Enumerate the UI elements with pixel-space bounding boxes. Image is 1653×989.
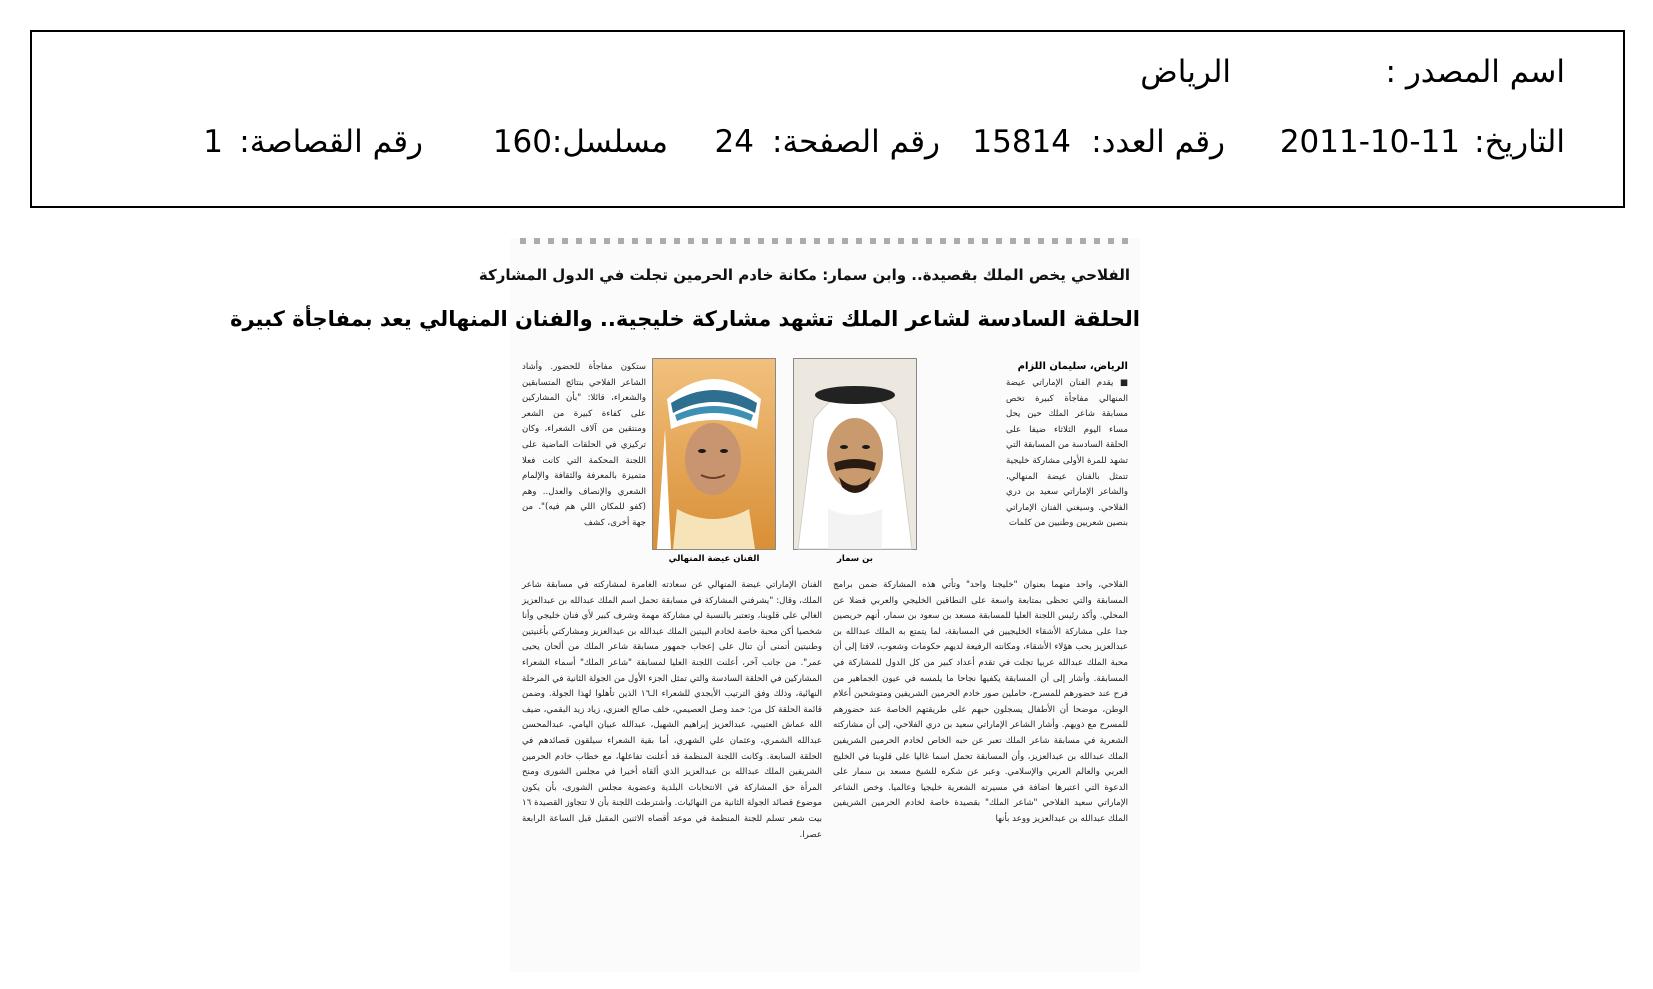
article-paragraph: الفنان الإماراتي عيضة المنهالي عن سعادته الغامرة لمشاركته في مسابقة شاعر الملك، وقال: "يشرفني المشاركة في مسابقة تحمل اسم الملك عبدالله بن عبدالعزيز الغالي على قلوبنا، وتعتبر بالنسبة لي مشاركة مهمة وشرف كبير لأي فنان خليجي وأنا شخصيا أكن محبة خاصة لخادم البيتين الملك عبدالله بن عبدالعزيز ومشاركتي بأغنيتين وطنيتين أتمنى أن تنال على إعجاب جمهور مسابقة شاعر الملك من ألحان يحيى عمر". من جانب آخر، أعلنت اللجنة العليا لمسابقة "شاعر الملك" أسماء الشعراء المشاركين في الحلقة السادسة والتي تمثل الجزء الأول من الجولة الثانية في المرحلة النهائية، وذلك وفق الترتيب الأبجدي للشعراء الـ١٦ الذين تأهلوا لهذا الجولة. وضمن قائمة الحلقة كل من: حمد وصل العصيمي، خلف صالح العنزي، زياد زيد البقمي، ضيف الله عماش العتيبي، عبدالعزيز إبراهيم الشهيل، عبدالله عبيان اليامي، عبدالمحسن عبدالله الشمري، وعثمان علي الشهري، أما بقية الشعراء سيلقون قصائدهم في الحلقة السابعة. وكانت اللجنة المنظمة قد أعلنت تفاعلها، مع خطاب خادم الحرمين الشريفين الملك عبدالله بن عبدالعزيز الذي ألقاه أخيرا في مجلس الشورى ومنح المرأة حق المشاركة في الانتخابات البلدية وعضوية مجلس الشورى، بأن يكون موضوع قصائد الجولة الثانية من النهائيات. وأشترطت اللجنة بأن لا تتجاوز القصيدة ١٦ بيت شعر تسلم للجنة المنظمة في موعد أقصاه الاثنين المقبل قبل الساعة الرابعة عصرا. bbox=[522, 580, 822, 840]
portrait-photo-bin-sammar bbox=[793, 358, 917, 550]
clip-number-value: 1 bbox=[203, 124, 223, 160]
article-column-bottom-left bbox=[522, 578, 822, 962]
article-paragraph: ستكون مفاجأة للحضور. وأشاد الشاعر الفلاحي بنتائج المتسابقين والشعراء، قائلا: "بأن المشاركين على كفاءة كبيرة من الشعر ومنتقين من آلاف الشعراء، وكان تركيزي في الحلقات الماضية على اللجنة المحكمة التي كانت فعلا متميزة بالمعرفة والثقافة والإلمام الشعري والإنصاف والعدل.. وهم (كفو للمكان اللي هم فيه)". من جهة أخرى، كشف bbox=[522, 362, 646, 528]
article-paragraph: ■ يقدم الفنان الإماراتي عيضة المنهالي مفاجأة كبيرة تخص مسابقة شاعر الملك حين يحل مساء اليوم الثلاثاء ضيفا على الحلقة السادسة من المسابقة التي تشهد للمرة الأولى مشاركة خليجية تتمثل بالفنان عيضة المنهالي، والشاعر الإماراتي سعيد بن دري الفلاحي. وسيغني الفنان الإماراتي بنصين شعريين وطنيين من كلمات bbox=[1006, 378, 1128, 529]
portrait-photo-eidah-al-menhali bbox=[652, 358, 776, 550]
article-byline: الرياض، سليمان اللزام bbox=[1017, 361, 1128, 372]
clip-number-label: رقم القصاصة: bbox=[239, 124, 423, 160]
source-value: الرياض bbox=[1140, 54, 1231, 90]
clipping-cut-edge bbox=[520, 238, 1130, 244]
page-number-value: 24 bbox=[714, 124, 754, 160]
article-column-left-top bbox=[522, 360, 646, 576]
article-column-right-top bbox=[1006, 376, 1128, 576]
date-label: التاريخ: bbox=[1474, 124, 1565, 160]
source-label: اسم المصدر : bbox=[1385, 54, 1565, 90]
date-value: 2011-10-11 bbox=[1279, 124, 1460, 160]
photo-caption: الفنان عيضة المنهالي bbox=[668, 554, 760, 564]
photo-caption: بن سمار bbox=[837, 554, 873, 564]
clipping-info-box bbox=[30, 30, 1625, 208]
article-kicker: الفلاحي يخص الملك بقصيدة.. وابن سمار: مكانة خادم الحرمين تجلت في الدول المشاركة bbox=[478, 266, 1130, 284]
article-column-bottom-right bbox=[833, 578, 1128, 962]
serial-value: 160 bbox=[492, 124, 552, 160]
issue-value: 15814 bbox=[972, 124, 1071, 160]
issue-label: رقم العدد: bbox=[1091, 124, 1225, 160]
serial-label: مسلسل: bbox=[551, 124, 668, 160]
article-headline: الحلقة السادسة لشاعر الملك تشهد مشاركة خليجية.. والفنان المنهالي يعد بمفاجأة كبيرة bbox=[230, 307, 1140, 331]
article-paragraph: الفلاحي، واحد منهما بعنوان "خليجنا واحد" وتأتي هذه المشاركة ضمن برامج المسابقة والتي تحظى بمتابعة واسعة على النطاقين الخليجي والعربي فضلا عن المحلي. وأكد رئيس اللجنة العليا للمسابقة مسعد بن سعود بن سمار، أنهم حريصين جدا على مشاركة الأشقاء الخليجيين في المسابقة، لما يتمتع به الملك عبدالله بن عبدالعزيز بحب هؤلاء الأشقاء، ومكانته الرفيعة لديهم حكومات وشعوب، لافتا إلى أن محبة الملك عبدالله عربيا تجلت في تقدم أعداد كبير من كل الدول للمشاركة في المسابقة. وأشار إلى أن المسابقة يكفيها نجاحا ما يلمسه في عيون الجماهير من فرح عند حضورهم للمسرح، حاملين صور خادم الحرمين الشريفين ومتوشحين أعلام الوطن، موضحا أن الأطفال يسجلون حبهم على طريقتهم الخاصة عند حضورهم للمسرح مع ذويهم. وأشار الشاعر الإماراتي سعيد بن دري الفلاحي، إلى أن مشاركته الشعرية في مسابقة شاعر الملك تعبر عن حبه الخاص لخادم الحرمين الشريفين الملك عبدالله بن عبدالعزيز، وأن المسابقة تحمل اسما غاليا على قلوبنا في الخليج العربي والعالم العربي والإسلامي. وعبر عن شكره للشيخ مسعد بن سمار على الدعوة التي اعتبرها اضافة في مسيرته الشعرية خليجيا وعالميا. وخص الشاعر الإماراتي سعيد الفلاحي "شاعر الملك" بقصيدة خاصة لخادم الحرمين الشريفين الملك عبدالله بن عبدالعزيز ووعد بأنها bbox=[833, 580, 1128, 824]
newspaper-clipping bbox=[230, 238, 1140, 972]
page-number-label: رقم الصفحة: bbox=[772, 124, 940, 160]
